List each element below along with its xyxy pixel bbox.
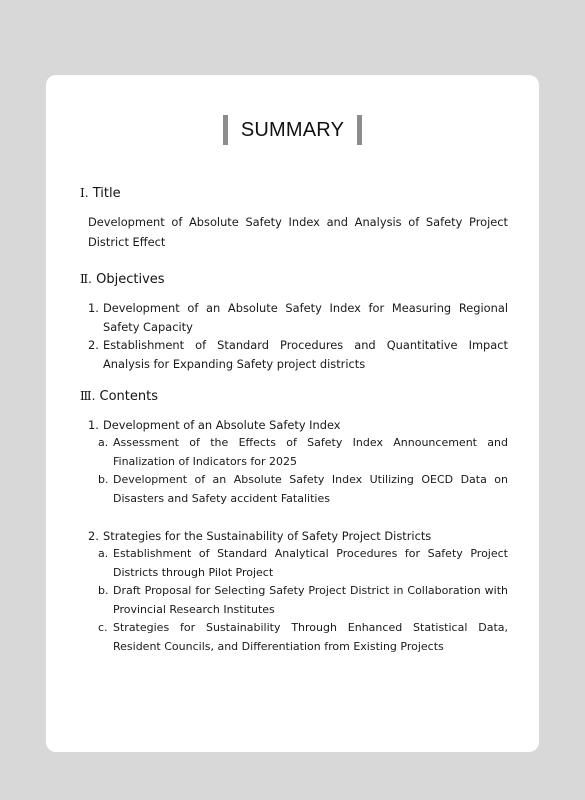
objective-item-1 bbox=[88, 299, 508, 336]
section-heading-text: Title bbox=[92, 186, 121, 201]
list-marker: 1. bbox=[88, 301, 99, 315]
list-item-text: Draft Proposal for Selecting Safety Project District in Collaboration with Provincial Research Institutes bbox=[113, 584, 508, 616]
objective-item-2 bbox=[88, 336, 508, 373]
contents-subitem-1b bbox=[98, 471, 508, 508]
contents-group-2 bbox=[88, 527, 508, 546]
list-marker: 1. bbox=[88, 418, 99, 432]
contents-group-1 bbox=[88, 416, 508, 435]
section-number: Ⅱ. bbox=[80, 272, 92, 286]
section-number: Ⅰ. bbox=[80, 186, 89, 200]
contents-subitem-2c bbox=[98, 619, 508, 656]
list-item-text: Development of an Absolute Safety Index Utilizing OECD Data on Disasters and Safety accident Fatalities bbox=[113, 473, 508, 505]
list-marker: 2. bbox=[88, 529, 99, 543]
section-heading-objectives bbox=[80, 272, 165, 287]
title-right-bar bbox=[357, 115, 362, 145]
contents-subitem-2b bbox=[98, 582, 508, 619]
page-title: SUMMARY bbox=[240, 118, 345, 141]
section-heading-text: Contents bbox=[99, 389, 159, 404]
list-marker: c. bbox=[98, 621, 108, 634]
section-number: Ⅲ. bbox=[80, 389, 96, 403]
list-marker: b. bbox=[98, 584, 109, 597]
summary-page bbox=[46, 75, 539, 752]
list-item-text: Establishment of Standard Procedures and Quantitative Impact Analysis for Expanding Safety project districts bbox=[103, 338, 508, 371]
list-item-text: Strategies for the Sustainability of Safety Project Districts bbox=[103, 529, 432, 543]
list-marker: a. bbox=[98, 547, 109, 560]
title-box bbox=[223, 115, 362, 145]
contents-subitem-2a bbox=[98, 545, 508, 582]
list-marker: 2. bbox=[88, 338, 99, 352]
contents-subitem-1a bbox=[98, 434, 508, 471]
list-marker: a. bbox=[98, 436, 109, 449]
list-marker: b. bbox=[98, 473, 109, 486]
list-item-text: Establishment of Standard Analytical Procedures for Safety Project Districts through Pilot Project bbox=[113, 547, 508, 579]
list-item-text: Development of an Absolute Safety Index for Measuring Regional Safety Capacity bbox=[103, 301, 508, 334]
title-block bbox=[46, 115, 539, 149]
list-item-text: Strategies for Sustainability Through Enhanced Statistical Data, Resident Councils, and Differentiation from Existing Projects bbox=[113, 621, 508, 653]
title-paragraph: Development of Absolute Safety Index and Analysis of Safety Project District Effect bbox=[88, 215, 508, 249]
section-heading-contents bbox=[80, 389, 158, 404]
list-item-text: Development of an Absolute Safety Index bbox=[103, 418, 341, 432]
list-item-text: Assessment of the Effects of Safety Index Announcement and Finalization of Indicators for 2025 bbox=[113, 436, 508, 468]
section-heading-title bbox=[80, 186, 121, 201]
section-heading-text: Objectives bbox=[96, 272, 165, 287]
